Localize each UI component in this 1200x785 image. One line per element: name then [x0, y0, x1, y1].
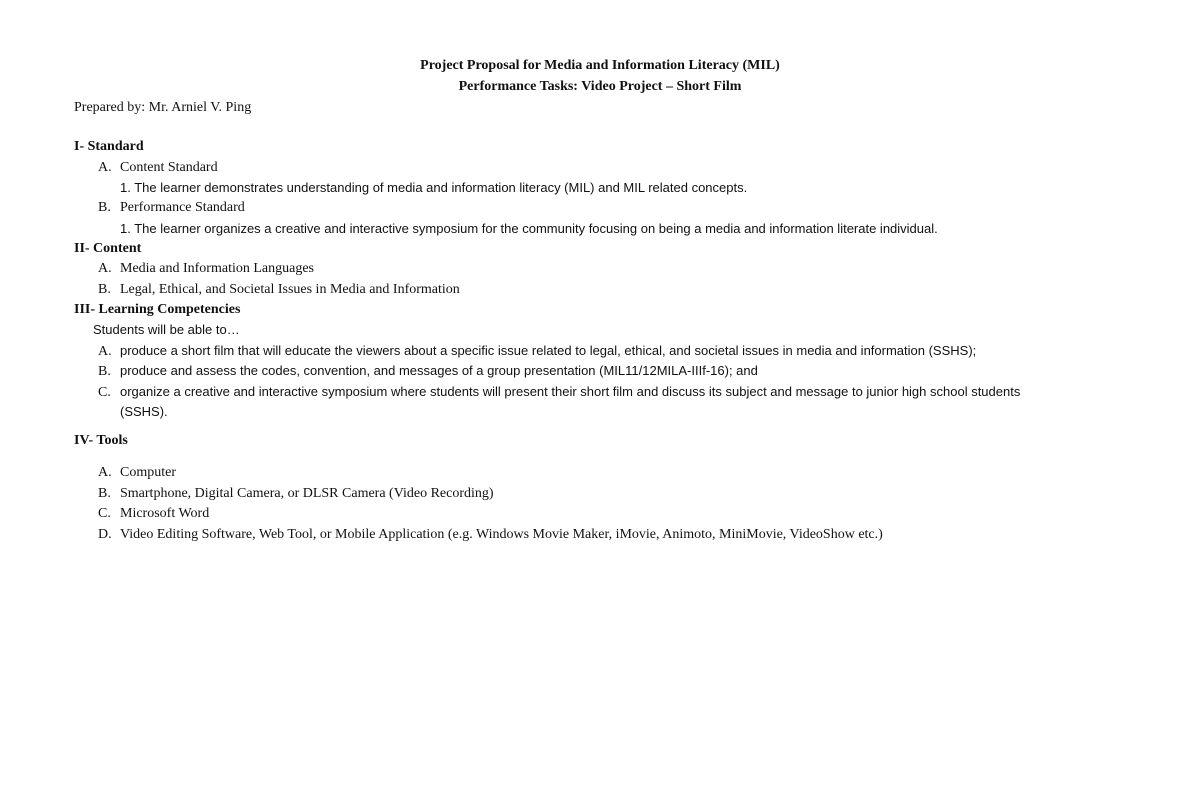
content-item-b	[98, 281, 460, 299]
competency-item-c-continued: (SSHS).	[120, 404, 168, 419]
competency-item-a	[98, 342, 976, 361]
list-item-label: Video Editing Software, Web Tool, or Mobile Application (e.g. Windows Movie Maker, iMovie, Animoto, MiniMovie, VideoShow etc.)	[120, 527, 883, 542]
list-item-label: produce and assess the codes, convention, and messages of a group presentation (MIL11/12MILA-IIIf-16); and	[120, 363, 758, 378]
heading-content: II- Content	[74, 241, 142, 256]
standard-item-b-detail: 1. The learner organizes a creative and interactive symposium for the community focusing on being a media and information literate individual.	[120, 221, 938, 236]
heading-standard: I- Standard	[74, 139, 144, 154]
list-marker: A.	[98, 344, 112, 359]
list-marker: B.	[98, 200, 111, 215]
list-item-label: Content Standard	[120, 160, 218, 175]
heading-competencies: III- Learning Competencies	[74, 302, 241, 317]
standard-item-b	[98, 199, 245, 217]
competencies-intro: Students will be able to…	[93, 322, 240, 337]
tools-item-b	[98, 485, 494, 503]
list-marker: A.	[98, 261, 112, 276]
standard-item-a	[98, 159, 218, 177]
list-item-label: Performance Standard	[120, 200, 245, 215]
list-item-label: produce a short film that will educate the viewers about a specific issue related to legal, ethical, and societal issues in media and information (SSHS);	[120, 343, 977, 358]
list-item-label: Microsoft Word	[120, 506, 210, 521]
list-marker: A.	[98, 465, 112, 480]
document-title: Project Proposal for Media and Information Literacy (MIL)	[420, 58, 780, 73]
content-item-a	[98, 260, 314, 278]
competency-item-b	[98, 362, 758, 381]
list-item-label: organize a creative and interactive symposium where students will present their short film and discuss its subject and message to junior high school students	[120, 384, 1021, 399]
competency-item-c	[98, 383, 1020, 402]
heading-tools: IV- Tools	[74, 433, 128, 448]
list-marker: A.	[98, 160, 112, 175]
list-marker: B.	[98, 282, 111, 297]
document-subtitle: Performance Tasks: Video Project – Short Film	[458, 79, 742, 94]
list-item-label: Legal, Ethical, and Societal Issues in Media and Information	[120, 282, 460, 297]
list-marker: B.	[98, 486, 111, 501]
tools-item-d	[98, 526, 883, 544]
tools-item-c	[98, 505, 209, 523]
list-item-label: Media and Information Languages	[120, 261, 314, 276]
list-item-label: Smartphone, Digital Camera, or DLSR Camera (Video Recording)	[120, 486, 494, 501]
list-marker: C.	[98, 385, 111, 400]
tools-item-a	[98, 464, 176, 482]
list-item-label: Computer	[120, 465, 176, 480]
list-marker: C.	[98, 506, 111, 521]
standard-item-a-detail: 1. The learner demonstrates understanding of media and information literacy (MIL) and MIL related concepts.	[120, 180, 748, 195]
prepared-by: Prepared by: Mr. Arniel V. Ping	[74, 100, 252, 115]
list-marker: D.	[98, 527, 112, 542]
list-marker: B.	[98, 364, 111, 379]
